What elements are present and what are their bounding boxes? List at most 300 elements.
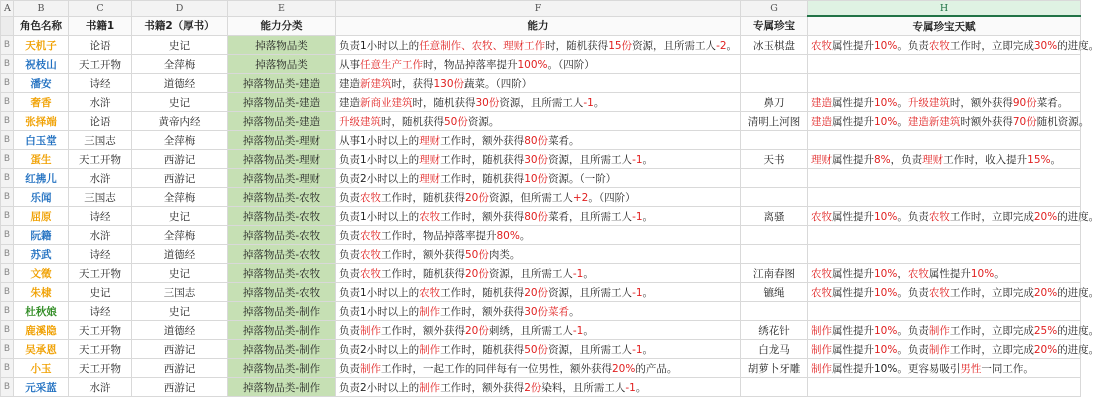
- plain-text: 菜肴。: [548, 134, 580, 147]
- plain-text: 工作时，额外获得: [381, 324, 465, 337]
- plain-text: 工作时，额外获得: [440, 305, 525, 318]
- highlight-text: 理财: [922, 153, 944, 166]
- book1-cell[interactable]: 三国志: [69, 188, 132, 207]
- table-row: [1, 207, 1081, 226]
- character-name-cell[interactable]: 潘安: [14, 74, 69, 93]
- highlight-text: 农牧: [811, 286, 832, 299]
- plain-text: 负责1小时以上的: [339, 153, 420, 166]
- highlight-text: 农牧: [360, 267, 381, 280]
- highlight-text: 升级建筑: [339, 115, 381, 128]
- table-row: [1, 55, 1081, 74]
- highlight-text: 15份: [608, 39, 633, 52]
- highlight-text: 20%: [1033, 286, 1058, 299]
- book2-cell[interactable]: 全萍梅: [132, 188, 228, 207]
- header-name[interactable]: 角色名称: [14, 16, 69, 36]
- character-name-cell[interactable]: 小玉: [14, 359, 69, 378]
- row-index[interactable]: B: [1, 55, 14, 74]
- highlight-text: 制作: [811, 343, 832, 356]
- book1-cell[interactable]: 天工开物: [69, 264, 132, 283]
- talent-cell[interactable]: [808, 188, 1081, 207]
- plain-text: 。: [642, 286, 654, 299]
- highlight-text: 10%: [970, 267, 995, 280]
- character-name-cell[interactable]: 吴承恩: [14, 340, 69, 359]
- plain-text: 的进度。: [1057, 39, 1099, 52]
- highlight-text: 90份: [1012, 96, 1037, 109]
- book2-cell[interactable]: 史记: [132, 36, 228, 55]
- character-name-cell[interactable]: 白玉堂: [14, 131, 69, 150]
- book2-cell[interactable]: 史记: [132, 93, 228, 112]
- ability-cell[interactable]: [336, 169, 741, 188]
- row-index[interactable]: B: [1, 264, 14, 283]
- column-header-d[interactable]: D: [132, 1, 228, 17]
- plain-text: 。: [593, 96, 605, 109]
- highlight-text: 新建筑: [360, 77, 392, 90]
- talent-cell[interactable]: [808, 169, 1081, 188]
- row-index[interactable]: B: [1, 150, 14, 169]
- ability-cell[interactable]: [336, 55, 741, 74]
- book2-cell[interactable]: 西游记: [132, 378, 228, 397]
- character-name-cell[interactable]: 蛋生: [14, 150, 69, 169]
- book1-cell[interactable]: 论语: [69, 36, 132, 55]
- highlight-text: 10%: [874, 115, 898, 128]
- table-row: [1, 226, 1081, 245]
- talent-cell[interactable]: [808, 264, 1081, 283]
- treasure-cell[interactable]: [741, 226, 808, 245]
- character-name-cell[interactable]: 阮籍: [14, 226, 69, 245]
- book1-cell[interactable]: 三国志: [69, 131, 132, 150]
- book1-cell[interactable]: 天工开物: [69, 55, 132, 74]
- ability-cell[interactable]: [336, 207, 741, 226]
- plain-text: ，负责: [890, 153, 923, 166]
- row-index[interactable]: B: [1, 340, 14, 359]
- book1-cell[interactable]: 水浒: [69, 378, 132, 397]
- row-index[interactable]: B: [1, 112, 14, 131]
- book1-cell[interactable]: 诗经: [69, 207, 132, 226]
- plain-text: 蔬菜。（四阶）: [464, 77, 533, 90]
- plain-text: 属性提升: [832, 153, 874, 166]
- category-cell[interactable]: 掉落物品类-建造: [228, 74, 336, 93]
- highlight-text: 80份: [524, 210, 549, 223]
- talent-cell[interactable]: [808, 226, 1081, 245]
- highlight-text: 理财: [811, 153, 832, 166]
- highlight-text: 理财: [419, 153, 441, 166]
- category-cell[interactable]: 掉落物品类-农牧: [228, 264, 336, 283]
- row-index[interactable]: B: [1, 93, 14, 112]
- header-talent[interactable]: 专属珍宝天赋: [808, 16, 1081, 36]
- ability-cell[interactable]: [336, 74, 741, 93]
- table-row: [1, 302, 1081, 321]
- book1-cell[interactable]: 诗经: [69, 74, 132, 93]
- row-index[interactable]: B: [1, 245, 14, 264]
- highlight-text: 制作: [419, 305, 441, 318]
- header-category[interactable]: 能力分类: [228, 16, 336, 36]
- row-index-corner[interactable]: [1, 16, 14, 36]
- highlight-text: 农牧: [419, 286, 441, 299]
- row-index[interactable]: B: [1, 169, 14, 188]
- highlight-text: 任意生产工作: [360, 58, 423, 71]
- book2-cell[interactable]: 史记: [132, 207, 228, 226]
- talent-cell[interactable]: [808, 150, 1081, 169]
- treasure-cell[interactable]: 鼻刀: [741, 93, 808, 112]
- character-name-cell[interactable]: 文徵: [14, 264, 69, 283]
- book2-cell[interactable]: 全萍梅: [132, 131, 228, 150]
- category-cell[interactable]: 掉落物品类-理财: [228, 169, 336, 188]
- talent-cell[interactable]: [808, 131, 1081, 150]
- highlight-text: 10%: [874, 324, 898, 337]
- book2-cell[interactable]: 全萍梅: [132, 55, 228, 74]
- treasure-cell[interactable]: 胡萝卜牙雕: [741, 359, 808, 378]
- table-row: [1, 169, 1081, 188]
- treasure-cell[interactable]: [741, 169, 808, 188]
- plain-text: 负责: [339, 248, 360, 261]
- category-cell[interactable]: 掉落物品类-制作: [228, 359, 336, 378]
- column-header-e[interactable]: E: [228, 1, 336, 17]
- book1-cell[interactable]: 天工开物: [69, 359, 132, 378]
- ability-cell[interactable]: [336, 340, 741, 359]
- treasure-cell[interactable]: [741, 131, 808, 150]
- plain-text: 负责: [339, 191, 360, 204]
- category-cell[interactable]: 掉落物品类-建造: [228, 112, 336, 131]
- talent-cell[interactable]: [808, 93, 1081, 112]
- ability-cell[interactable]: [336, 245, 741, 264]
- plain-text: 。: [635, 381, 647, 394]
- highlight-text: 农牧: [928, 210, 950, 223]
- character-name-cell[interactable]: 天机子: [14, 36, 69, 55]
- plain-text: 。: [726, 39, 738, 52]
- category-cell[interactable]: 掉落物品类-农牧: [228, 226, 336, 245]
- plain-text: 属性提升: [832, 324, 874, 337]
- plain-text: 工作时，一起工作的同伴每有一位男性，额外获得: [381, 362, 612, 375]
- plain-text: 时，随机获得: [412, 96, 476, 109]
- header-ability[interactable]: 能力: [336, 16, 741, 36]
- character-name-cell[interactable]: 张择端: [14, 112, 69, 131]
- treasure-cell[interactable]: 冰玉棋盘: [741, 36, 808, 55]
- category-cell[interactable]: 掉落物品类: [228, 55, 336, 74]
- plain-text: 。: [583, 324, 594, 337]
- book2-cell[interactable]: 道德经: [132, 74, 228, 93]
- book1-cell[interactable]: 天工开物: [69, 340, 132, 359]
- book2-cell[interactable]: 黄帝内经: [132, 112, 228, 131]
- category-cell[interactable]: 掉落物品类-制作: [228, 302, 336, 321]
- row-index[interactable]: B: [1, 378, 14, 397]
- ability-cell[interactable]: [336, 131, 741, 150]
- talent-cell[interactable]: [808, 112, 1090, 131]
- highlight-text: 农牧: [928, 286, 950, 299]
- plain-text: 。: [642, 343, 654, 356]
- plain-text: 工作时，随机获得: [440, 286, 525, 299]
- plain-text: 资源，且所需工人: [488, 267, 573, 280]
- highlight-text: 10%: [874, 210, 898, 223]
- book1-cell[interactable]: 天工开物: [69, 150, 132, 169]
- plain-text: 负责1小时以上的: [339, 210, 420, 223]
- row-index[interactable]: B: [1, 207, 14, 226]
- plain-text: 时，随机获得: [381, 115, 444, 128]
- ability-cell[interactable]: [336, 188, 741, 207]
- talent-cell[interactable]: [808, 245, 1081, 264]
- plain-text: 的进度。: [1057, 210, 1099, 223]
- plain-text: 资源。（一阶）: [548, 172, 617, 185]
- plain-text: 负责1小时以上的: [339, 39, 420, 52]
- treasure-cell[interactable]: [741, 74, 808, 93]
- talent-cell[interactable]: [808, 340, 1099, 359]
- row-index[interactable]: B: [1, 188, 14, 207]
- row-index[interactable]: B: [1, 302, 14, 321]
- column-header-b[interactable]: B: [14, 1, 69, 17]
- plain-text: 工作时，额外获得: [440, 210, 525, 223]
- category-cell[interactable]: 掉落物品类-农牧: [228, 207, 336, 226]
- table-body: [1, 36, 1099, 397]
- plain-text: 时，额外获得: [949, 96, 1013, 109]
- plain-text: 从事: [339, 58, 360, 71]
- character-name-cell[interactable]: 屈原: [14, 207, 69, 226]
- highlight-text: 制作: [811, 324, 832, 337]
- ability-cell[interactable]: [336, 112, 741, 131]
- treasure-cell[interactable]: 绣花针: [741, 321, 808, 340]
- talent-cell[interactable]: [808, 74, 1081, 93]
- highlight-text: 20份: [465, 191, 489, 204]
- ability-cell[interactable]: [336, 226, 741, 245]
- treasure-cell[interactable]: [741, 188, 808, 207]
- treasure-cell[interactable]: [741, 55, 808, 74]
- book2-cell[interactable]: 史记: [132, 302, 228, 321]
- book2-cell[interactable]: 道德经: [132, 321, 228, 340]
- book1-cell[interactable]: 论语: [69, 112, 132, 131]
- plain-text: 负责1小时以上的: [339, 286, 420, 299]
- treasure-cell[interactable]: 清明上河图: [741, 112, 808, 131]
- treasure-cell[interactable]: 天书: [741, 150, 808, 169]
- category-cell[interactable]: 掉落物品类-制作: [228, 340, 336, 359]
- category-cell[interactable]: 掉落物品类-制作: [228, 321, 336, 340]
- plain-text: 资源。: [467, 115, 500, 128]
- character-name-cell[interactable]: 乐闻: [14, 188, 69, 207]
- column-header-a[interactable]: A: [1, 1, 14, 17]
- highlight-text: 10%: [874, 343, 898, 356]
- character-name-cell[interactable]: 鹿溪隐: [14, 321, 69, 340]
- highlight-text: -1: [632, 286, 643, 299]
- highlight-text: 制作: [360, 324, 381, 337]
- character-name-cell[interactable]: 苏武: [14, 245, 69, 264]
- table-row: [1, 321, 1081, 340]
- plain-text: 负责: [339, 229, 360, 242]
- book1-cell[interactable]: 史记: [69, 283, 132, 302]
- talent-cell[interactable]: [808, 207, 1099, 226]
- plain-text: 。: [519, 229, 531, 242]
- book2-cell[interactable]: 三国志: [132, 283, 228, 302]
- category-cell[interactable]: 掉落物品类-农牧: [228, 283, 336, 302]
- plain-text: 建造: [339, 77, 360, 90]
- highlight-text: 新商业建筑: [360, 96, 413, 109]
- plain-text: 。负责: [897, 210, 929, 223]
- character-name-cell[interactable]: 朱棣: [14, 283, 69, 302]
- table-header-row: [1, 16, 1081, 36]
- talent-cell[interactable]: [808, 302, 1081, 321]
- row-index[interactable]: B: [1, 131, 14, 150]
- highlight-text: +2: [572, 191, 589, 204]
- row-index[interactable]: B: [1, 36, 14, 55]
- column-header-g[interactable]: G: [741, 1, 808, 17]
- plain-text: 从事1小时以上的: [339, 134, 420, 147]
- plain-text: 。: [642, 210, 654, 223]
- highlight-text: 农牧: [360, 191, 381, 204]
- book2-cell[interactable]: 西游记: [132, 169, 228, 188]
- plain-text: 菜肴，且所需工人: [548, 210, 633, 223]
- plain-text: 负责2小时以上的: [339, 172, 420, 185]
- book1-cell[interactable]: 诗经: [69, 245, 132, 264]
- highlight-text: 升级建筑: [907, 96, 950, 109]
- talent-cell[interactable]: [808, 36, 1099, 55]
- talent-cell[interactable]: [808, 359, 1081, 378]
- plain-text: 属性提升: [928, 267, 971, 280]
- table-row: [1, 112, 1081, 131]
- highlight-text: 2份: [524, 381, 542, 394]
- row-index[interactable]: B: [1, 321, 14, 340]
- table-row: [1, 264, 1081, 283]
- book1-cell[interactable]: 诗经: [69, 302, 132, 321]
- book2-cell[interactable]: 全萍梅: [132, 226, 228, 245]
- plain-text: 。负责: [897, 324, 929, 337]
- ability-cell[interactable]: [336, 93, 741, 112]
- plain-text: 资源，且所需工人: [548, 286, 633, 299]
- book2-cell[interactable]: 西游记: [132, 340, 228, 359]
- row-index[interactable]: B: [1, 226, 14, 245]
- ability-cell[interactable]: [336, 264, 741, 283]
- highlight-text: 70份: [1012, 115, 1037, 128]
- character-name-cell[interactable]: 红拂儿: [14, 169, 69, 188]
- talent-cell[interactable]: [808, 55, 1081, 74]
- plain-text: 一同工作。: [981, 362, 1034, 375]
- character-name-cell[interactable]: 奢香: [14, 93, 69, 112]
- highlight-text: 农牧: [928, 39, 950, 52]
- highlight-text: -1: [572, 324, 584, 337]
- highlight-text: 10份: [524, 172, 549, 185]
- header-book2[interactable]: 书籍2（厚书）: [132, 16, 228, 36]
- treasure-cell[interactable]: 离骚: [741, 207, 808, 226]
- category-cell[interactable]: 掉落物品类-理财: [228, 150, 336, 169]
- ability-cell[interactable]: [336, 359, 741, 378]
- plain-text: 资源，且所需工人: [548, 153, 633, 166]
- plain-text: 工作时，立即完成: [949, 286, 1034, 299]
- plain-text: 。: [642, 153, 654, 166]
- table-row: [1, 150, 1081, 169]
- highlight-text: 10%: [874, 286, 898, 299]
- treasure-cell[interactable]: [741, 245, 808, 264]
- plain-text: 的进度。: [1057, 286, 1099, 299]
- highlight-text: -2: [716, 39, 727, 52]
- plain-text: 工作时，物品掉落率提升: [381, 229, 497, 242]
- treasure-cell[interactable]: 白龙马: [741, 340, 808, 359]
- header-treasure[interactable]: 专属珍宝: [741, 16, 808, 36]
- book1-cell[interactable]: 水浒: [69, 226, 132, 245]
- row-index[interactable]: B: [1, 283, 14, 302]
- treasure-cell[interactable]: 镳绳: [741, 283, 808, 302]
- treasure-cell[interactable]: [741, 378, 808, 397]
- book2-cell[interactable]: 史记: [132, 264, 228, 283]
- character-name-cell[interactable]: 祝枝山: [14, 55, 69, 74]
- ability-cell[interactable]: [336, 36, 741, 55]
- character-name-cell[interactable]: 杜秋娘: [14, 302, 69, 321]
- table-row: [1, 378, 1081, 397]
- plain-text: 属性提升10%。更容易吸引: [832, 362, 961, 375]
- highlight-text: 30份菜肴: [524, 305, 570, 318]
- book1-cell[interactable]: 天工开物: [69, 321, 132, 340]
- plain-text: 时额外获得: [960, 115, 1013, 128]
- plain-text: 负责2小时以上的: [339, 381, 420, 394]
- highlight-text: -1: [632, 343, 643, 356]
- highlight-text: 建造新建筑: [907, 115, 961, 128]
- treasure-cell[interactable]: 江南春图: [741, 264, 808, 283]
- character-name-cell[interactable]: 元采蓝: [14, 378, 69, 397]
- plain-text: 资源，且所需工人: [632, 39, 717, 52]
- plain-text: 负责1小时以上的: [339, 305, 420, 318]
- highlight-text: -1: [632, 153, 643, 166]
- plain-text: 。（四阶）: [588, 191, 636, 204]
- treasure-cell[interactable]: [741, 302, 808, 321]
- plain-text: 负责: [339, 267, 360, 280]
- plain-text: 。负责: [897, 343, 929, 356]
- ability-cell[interactable]: [336, 283, 741, 302]
- ability-cell[interactable]: [336, 378, 741, 397]
- plain-text: 属性提升: [832, 39, 874, 52]
- talent-cell[interactable]: [808, 283, 1099, 302]
- category-cell[interactable]: 掉落物品类-农牧: [228, 245, 336, 264]
- plain-text: 工作时，立即完成: [949, 210, 1034, 223]
- book1-cell[interactable]: 水浒: [69, 169, 132, 188]
- column-header-f[interactable]: F: [336, 1, 741, 17]
- book2-cell[interactable]: 西游记: [132, 359, 228, 378]
- plain-text: 肉类。: [488, 248, 521, 261]
- ability-cell[interactable]: [336, 302, 741, 321]
- plain-text: 菜肴。: [1036, 96, 1069, 109]
- plain-text: 。: [897, 96, 908, 109]
- category-cell[interactable]: 掉落物品类-制作: [228, 378, 336, 397]
- highlight-text: 制作: [928, 343, 950, 356]
- plain-text: 资源，但所需工人: [488, 191, 573, 204]
- highlight-text: -1: [583, 96, 594, 109]
- plain-text: 负责2小时以上的: [339, 343, 420, 356]
- table-row: [1, 93, 1081, 112]
- highlight-text: 50份: [524, 343, 549, 356]
- category-cell[interactable]: 掉落物品类: [228, 36, 336, 55]
- category-cell[interactable]: 掉落物品类-建造: [228, 93, 336, 112]
- talent-cell[interactable]: [808, 321, 1099, 340]
- highlight-text: 20%: [1033, 210, 1058, 223]
- book1-cell[interactable]: 水浒: [69, 93, 132, 112]
- plain-text: 工作时，随机获得: [381, 267, 465, 280]
- highlight-text: 8%: [874, 153, 891, 166]
- row-index[interactable]: B: [1, 74, 14, 93]
- plain-text: 刺绣，且所需工人: [488, 324, 573, 337]
- column-header-h[interactable]: H: [808, 1, 1081, 17]
- highlight-text: -1: [632, 210, 643, 223]
- highlight-text: 男性: [960, 362, 982, 375]
- talent-cell[interactable]: [808, 378, 1081, 397]
- highlight-text: 100%: [517, 58, 548, 71]
- book2-cell[interactable]: 西游记: [132, 150, 228, 169]
- category-cell[interactable]: 掉落物品类-理财: [228, 131, 336, 150]
- highlight-text: 20份: [465, 267, 489, 280]
- column-header-c[interactable]: C: [69, 1, 132, 17]
- plain-text: 工作时，额外获得: [440, 381, 525, 394]
- ability-cell[interactable]: [336, 321, 741, 340]
- row-index[interactable]: B: [1, 359, 14, 378]
- header-book1[interactable]: 书籍1: [69, 16, 132, 36]
- highlight-text: 30份: [524, 153, 549, 166]
- category-cell[interactable]: 掉落物品类-农牧: [228, 188, 336, 207]
- ability-cell[interactable]: [336, 150, 741, 169]
- table-row: [1, 188, 1081, 207]
- plain-text: 工作时，额外获得: [440, 134, 525, 147]
- book2-cell[interactable]: 道德经: [132, 245, 228, 264]
